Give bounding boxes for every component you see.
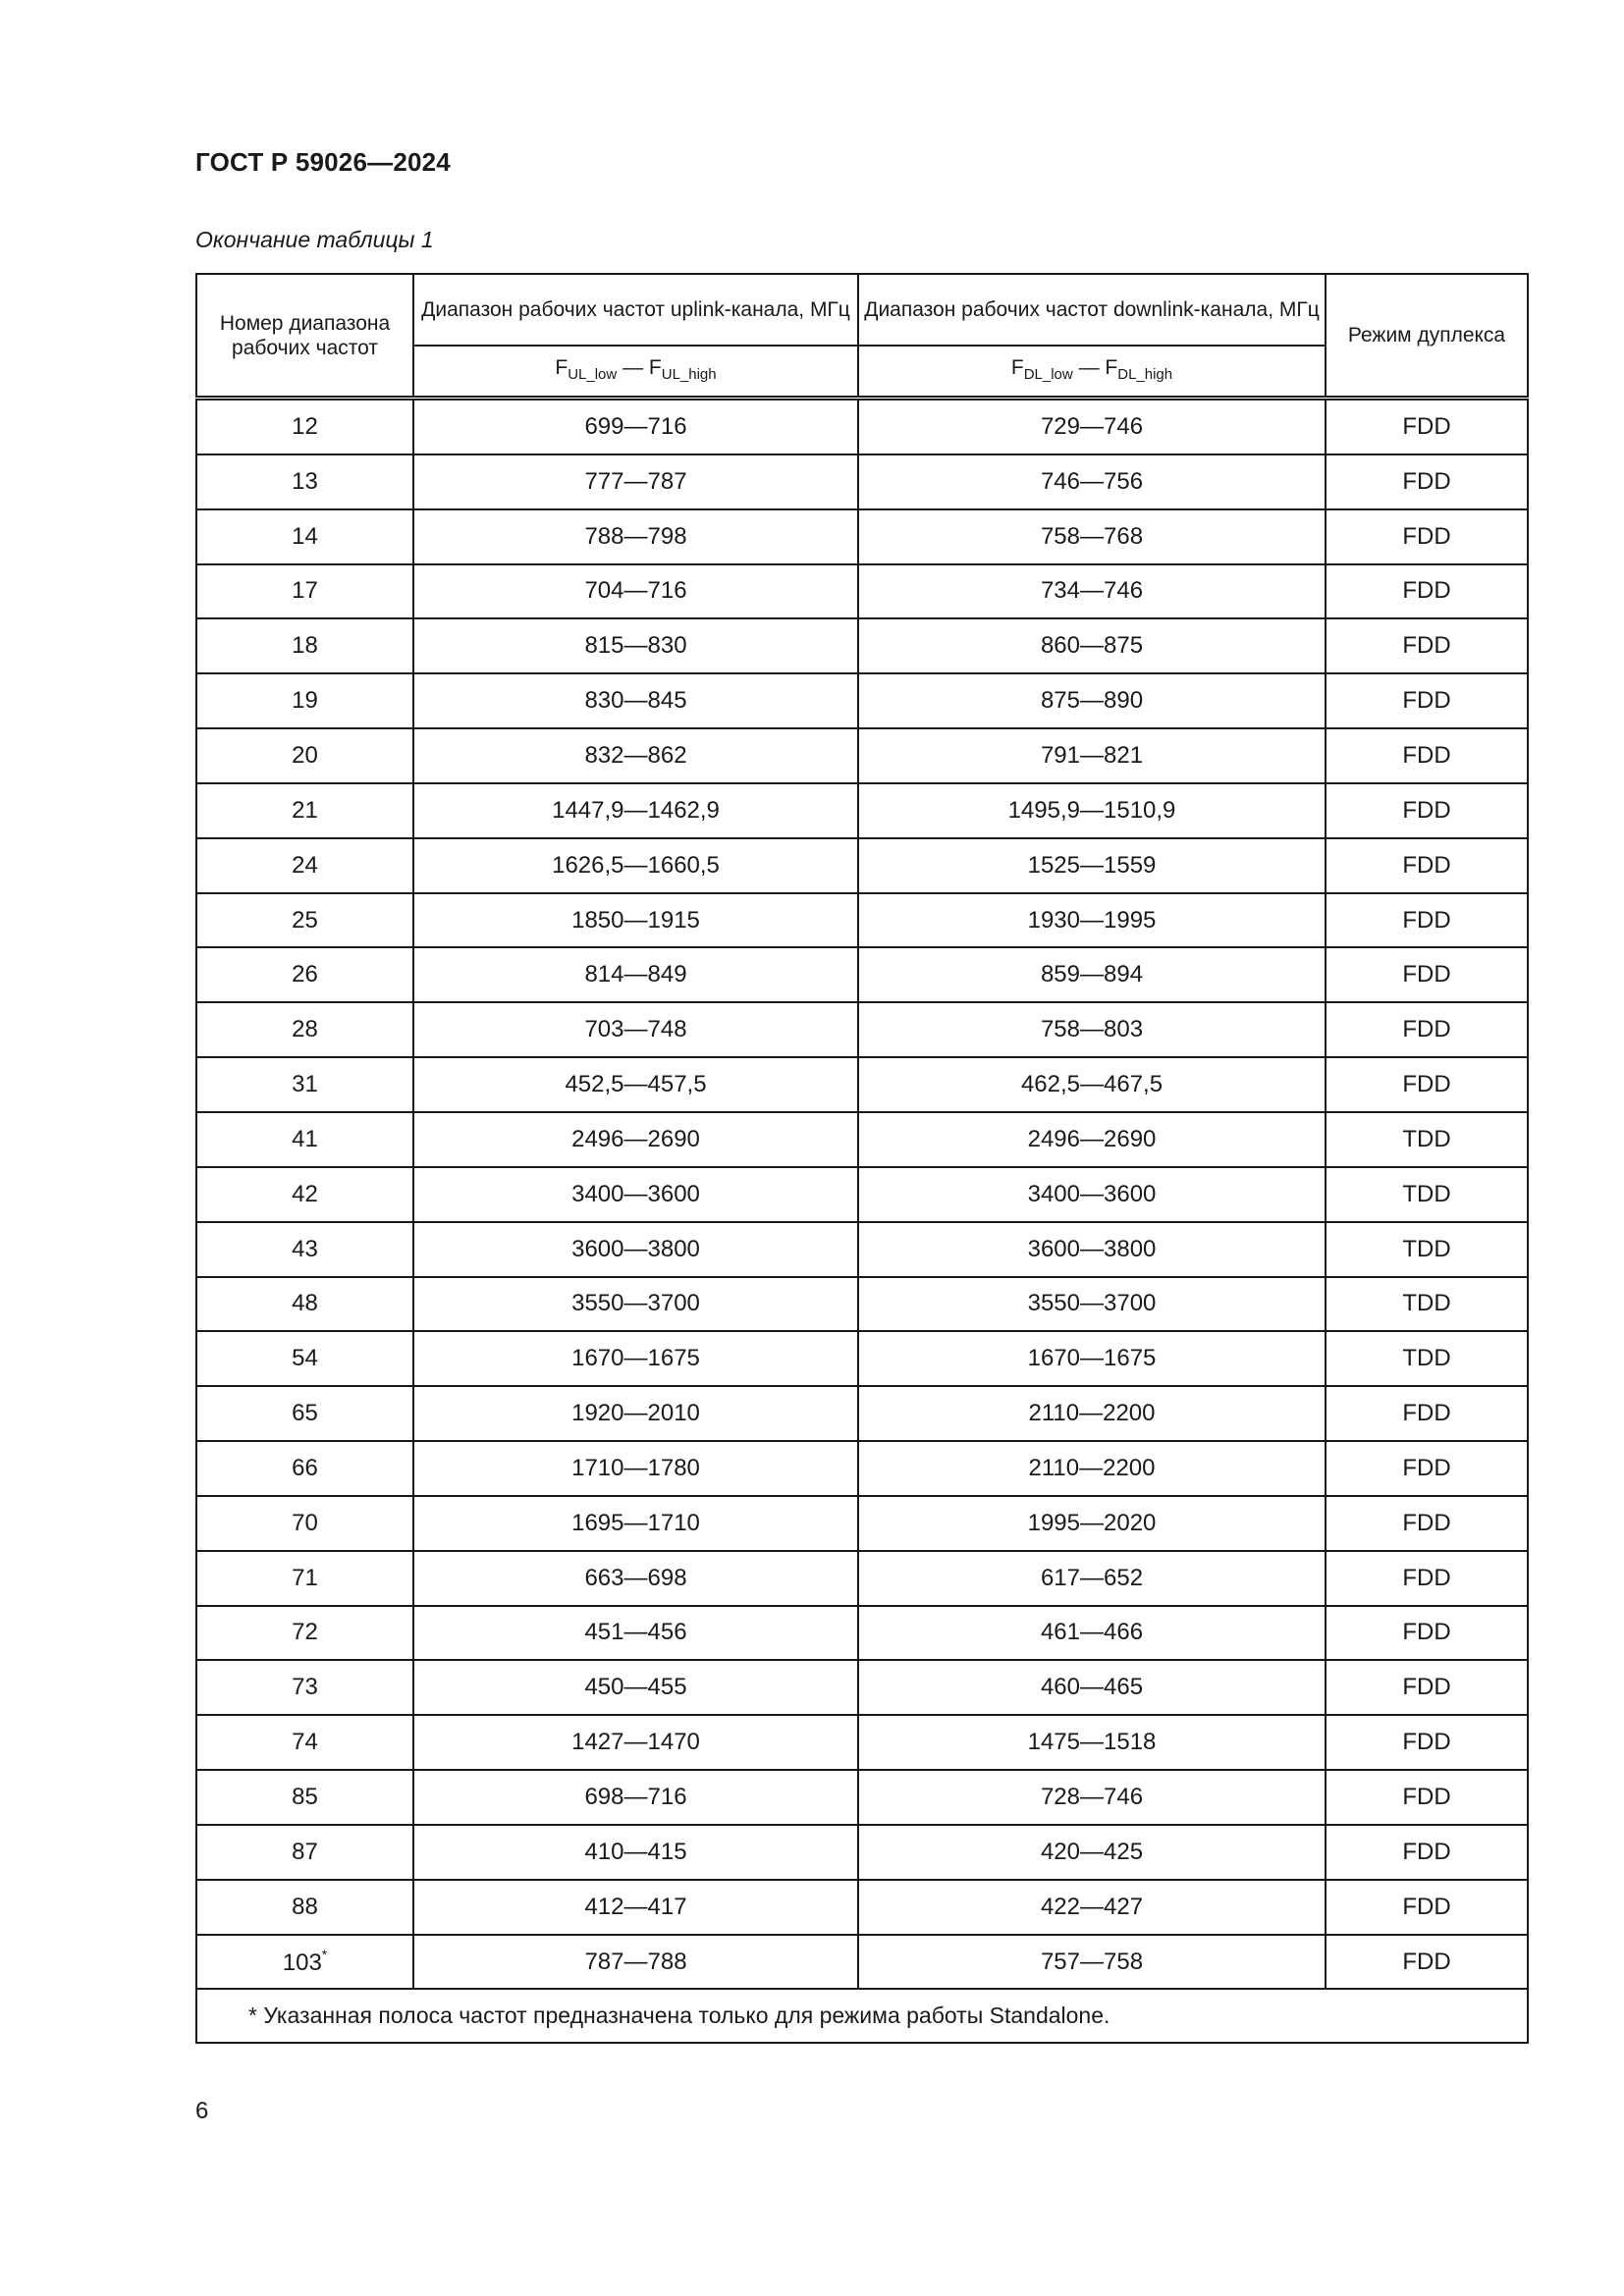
band-number-cell — [196, 1935, 413, 1990]
band-number: 70 — [292, 1509, 318, 1536]
table-row — [196, 1770, 1528, 1825]
band-number: 48 — [292, 1290, 318, 1317]
uplink-range-cell: 1447,9—1462,9 — [413, 783, 858, 838]
column-header-band: Номер диапазона рабочих частот — [196, 274, 413, 399]
formula-subscript: UL_high — [661, 366, 717, 383]
band-number-cell — [196, 1277, 413, 1332]
band-number: 88 — [292, 1893, 318, 1920]
duplex-mode-cell: TDD — [1326, 1167, 1528, 1222]
band-number: 31 — [292, 1071, 318, 1098]
page-number: 6 — [195, 2098, 209, 2124]
column-header-downlink: Диапазон рабочих частот downlink-канала, МГц — [858, 274, 1326, 346]
table-row — [196, 1167, 1528, 1222]
downlink-range-cell: 860—875 — [858, 618, 1326, 673]
downlink-range-cell: 859—894 — [858, 947, 1326, 1002]
band-number-cell — [196, 1441, 413, 1496]
band-number: 19 — [292, 687, 318, 715]
formula-dash: — — [1072, 356, 1106, 379]
band-number-cell — [196, 1331, 413, 1386]
downlink-range-cell: 3550—3700 — [858, 1277, 1326, 1332]
band-number-cell — [196, 947, 413, 1002]
band-number: 103 — [282, 1949, 322, 1977]
band-number-cell — [196, 1112, 413, 1167]
table-row — [196, 783, 1528, 838]
duplex-mode-cell: TDD — [1326, 1277, 1528, 1332]
uplink-range-cell: 451—456 — [413, 1606, 858, 1661]
formula-subscript: DL_low — [1023, 366, 1073, 383]
downlink-range-cell: 3400—3600 — [858, 1167, 1326, 1222]
duplex-mode-cell: FDD — [1326, 1715, 1528, 1770]
duplex-mode-cell: TDD — [1326, 1331, 1528, 1386]
duplex-mode-cell: FDD — [1326, 1002, 1528, 1057]
downlink-range-cell: 1495,9—1510,9 — [858, 783, 1326, 838]
downlink-range-cell: 2496—2690 — [858, 1112, 1326, 1167]
downlink-range-cell: 1930—1995 — [858, 893, 1326, 948]
uplink-range-cell: 704—716 — [413, 564, 858, 619]
table-row — [196, 1057, 1528, 1112]
formula-dash: — — [617, 356, 649, 379]
uplink-range-cell: 777—787 — [413, 454, 858, 509]
duplex-mode-cell: FDD — [1326, 1496, 1528, 1551]
duplex-mode-cell: FDD — [1326, 454, 1528, 509]
formula-subscript: UL_low — [568, 366, 618, 383]
band-number-cell — [196, 1660, 413, 1715]
duplex-mode-cell: FDD — [1326, 1880, 1528, 1935]
duplex-mode-cell: FDD — [1326, 947, 1528, 1002]
duplex-mode-cell: FDD — [1326, 1770, 1528, 1825]
duplex-mode-cell: FDD — [1326, 728, 1528, 783]
table-row — [196, 1496, 1528, 1551]
uplink-range-cell: 815—830 — [413, 618, 858, 673]
band-number-cell — [196, 1002, 413, 1057]
downlink-range-cell: 757—758 — [858, 1935, 1326, 1990]
band-number: 28 — [292, 1016, 318, 1043]
duplex-mode-cell: FDD — [1326, 1935, 1528, 1990]
uplink-range-cell: 1626,5—1660,5 — [413, 838, 858, 893]
duplex-mode-cell: FDD — [1326, 564, 1528, 619]
frequency-bands-table — [195, 273, 1529, 2044]
duplex-mode-cell: FDD — [1326, 509, 1528, 564]
duplex-mode-cell: FDD — [1326, 1606, 1528, 1661]
band-number-cell — [196, 399, 413, 454]
table-row — [196, 509, 1528, 564]
band-number-cell — [196, 1496, 413, 1551]
table-row — [196, 1880, 1528, 1935]
uplink-range-cell: 3600—3800 — [413, 1222, 858, 1277]
band-number-cell — [196, 564, 413, 619]
table-row — [196, 1551, 1528, 1606]
band-number: 66 — [292, 1454, 318, 1481]
downlink-range-cell: 617—652 — [858, 1551, 1326, 1606]
uplink-range-cell: 450—455 — [413, 1660, 858, 1715]
band-number: 73 — [292, 1674, 318, 1701]
band-number: 20 — [292, 741, 318, 769]
downlink-range-cell: 791—821 — [858, 728, 1326, 783]
downlink-range-cell: 758—768 — [858, 509, 1326, 564]
band-number: 71 — [292, 1564, 318, 1591]
table-row — [196, 1441, 1528, 1496]
duplex-mode-cell: FDD — [1326, 1386, 1528, 1441]
band-number: 72 — [292, 1619, 318, 1646]
downlink-range-cell: 729—746 — [858, 399, 1326, 454]
downlink-range-cell: 2110—2200 — [858, 1441, 1326, 1496]
band-number-cell — [196, 1770, 413, 1825]
uplink-range-cell: 698—716 — [413, 1770, 858, 1825]
band-number: 17 — [292, 577, 318, 605]
duplex-mode-cell: FDD — [1326, 1057, 1528, 1112]
uplink-range-cell: 1670—1675 — [413, 1331, 858, 1386]
band-number-cell — [196, 1222, 413, 1277]
duplex-mode-cell: FDD — [1326, 838, 1528, 893]
duplex-mode-cell: FDD — [1326, 673, 1528, 728]
uplink-range-cell: 699—716 — [413, 399, 858, 454]
band-number: 12 — [292, 412, 318, 440]
duplex-mode-cell: FDD — [1326, 1825, 1528, 1880]
table-row — [196, 399, 1528, 454]
uplink-range-cell: 1710—1780 — [413, 1441, 858, 1496]
uplink-range-cell: 3400—3600 — [413, 1167, 858, 1222]
duplex-mode-cell: TDD — [1326, 1112, 1528, 1167]
downlink-range-cell: 1475—1518 — [858, 1715, 1326, 1770]
formula-symbol: F — [648, 356, 662, 379]
table-row — [196, 1002, 1528, 1057]
downlink-range-cell: 461—466 — [858, 1606, 1326, 1661]
table-row — [196, 618, 1528, 673]
duplex-mode-cell: FDD — [1326, 783, 1528, 838]
band-number: 18 — [292, 632, 318, 660]
uplink-range-formula — [413, 346, 858, 399]
column-header-duplex: Режим дуплекса — [1326, 274, 1528, 399]
downlink-range-cell: 758—803 — [858, 1002, 1326, 1057]
formula-symbol: F — [1105, 356, 1118, 379]
uplink-range-cell: 663—698 — [413, 1551, 858, 1606]
table-footnote: * Указанная полоса частот предназначена только для режима работы Standalone. — [196, 1989, 1528, 2043]
band-number: 87 — [292, 1838, 318, 1865]
downlink-range-cell: 728—746 — [858, 1770, 1326, 1825]
table-row — [196, 564, 1528, 619]
table-caption: Окончание таблицы 1 — [195, 227, 434, 252]
downlink-range-cell: 2110—2200 — [858, 1386, 1326, 1441]
downlink-range-cell: 875—890 — [858, 673, 1326, 728]
downlink-range-cell: 1525—1559 — [858, 838, 1326, 893]
uplink-range-cell: 814—849 — [413, 947, 858, 1002]
band-number: 42 — [292, 1180, 318, 1207]
table-row — [196, 947, 1528, 1002]
band-number: 54 — [292, 1345, 318, 1372]
uplink-range-cell: 787—788 — [413, 1935, 858, 1990]
uplink-range-cell: 830—845 — [413, 673, 858, 728]
downlink-range-formula — [858, 346, 1326, 399]
uplink-range-cell: 3550—3700 — [413, 1277, 858, 1332]
formula-symbol: F — [1010, 356, 1024, 379]
downlink-range-cell: 462,5—467,5 — [858, 1057, 1326, 1112]
band-number-cell — [196, 1825, 413, 1880]
table-row — [196, 1277, 1528, 1332]
uplink-range-cell: 788—798 — [413, 509, 858, 564]
uplink-range-cell: 1850—1915 — [413, 893, 858, 948]
table-row — [196, 1935, 1528, 1990]
band-number: 24 — [292, 851, 318, 879]
table-row — [196, 728, 1528, 783]
table-row — [196, 1715, 1528, 1770]
band-number: 43 — [292, 1235, 318, 1262]
uplink-range-cell: 1920—2010 — [413, 1386, 858, 1441]
table-row — [196, 1331, 1528, 1386]
uplink-range-cell: 410—415 — [413, 1825, 858, 1880]
band-number-cell — [196, 783, 413, 838]
band-number-cell — [196, 728, 413, 783]
band-number-cell — [196, 509, 413, 564]
table-row — [196, 454, 1528, 509]
band-number: 13 — [292, 467, 318, 495]
band-number-cell — [196, 1167, 413, 1222]
duplex-mode-cell: FDD — [1326, 1441, 1528, 1496]
formula-symbol: F — [555, 356, 568, 379]
uplink-range-cell: 703—748 — [413, 1002, 858, 1057]
band-number: 74 — [292, 1729, 318, 1756]
band-number-cell — [196, 1715, 413, 1770]
band-number: 41 — [292, 1125, 318, 1152]
uplink-range-cell: 2496—2690 — [413, 1112, 858, 1167]
downlink-range-cell: 1995—2020 — [858, 1496, 1326, 1551]
downlink-range-cell: 460—465 — [858, 1660, 1326, 1715]
band-number: 65 — [292, 1400, 318, 1427]
band-number-cell — [196, 1057, 413, 1112]
table-footnote-row — [196, 1989, 1528, 2043]
band-number-cell — [196, 1551, 413, 1606]
table-row — [196, 893, 1528, 948]
band-number-cell — [196, 454, 413, 509]
band-number: 26 — [292, 961, 318, 988]
band-number-cell — [196, 1606, 413, 1661]
table-row — [196, 1112, 1528, 1167]
uplink-range-cell: 1427—1470 — [413, 1715, 858, 1770]
downlink-range-cell: 746—756 — [858, 454, 1326, 509]
downlink-range-cell: 422—427 — [858, 1880, 1326, 1935]
column-header-uplink: Диапазон рабочих частот uplink-канала, МГц — [413, 274, 858, 346]
band-number-cell — [196, 838, 413, 893]
band-number-cell — [196, 1386, 413, 1441]
downlink-range-cell: 420—425 — [858, 1825, 1326, 1880]
table-row — [196, 1606, 1528, 1661]
table-row — [196, 1660, 1528, 1715]
band-number: 25 — [292, 906, 318, 934]
band-number-cell — [196, 673, 413, 728]
band-number-cell — [196, 618, 413, 673]
uplink-range-cell: 1695—1710 — [413, 1496, 858, 1551]
table-row — [196, 1222, 1528, 1277]
table-row — [196, 673, 1528, 728]
formula-subscript: DL_high — [1117, 366, 1173, 383]
duplex-mode-cell: FDD — [1326, 1660, 1528, 1715]
duplex-mode-cell: FDD — [1326, 893, 1528, 948]
band-number-cell — [196, 893, 413, 948]
table-row — [196, 1825, 1528, 1880]
footnote-marker: * — [321, 1947, 328, 1963]
uplink-range-cell: 412—417 — [413, 1880, 858, 1935]
band-number: 85 — [292, 1784, 318, 1811]
band-number-cell — [196, 1880, 413, 1935]
band-number: 14 — [292, 522, 318, 550]
duplex-mode-cell: FDD — [1326, 1551, 1528, 1606]
uplink-range-cell: 452,5—457,5 — [413, 1057, 858, 1112]
duplex-mode-cell: FDD — [1326, 399, 1528, 454]
downlink-range-cell: 734—746 — [858, 564, 1326, 619]
downlink-range-cell: 3600—3800 — [858, 1222, 1326, 1277]
uplink-range-cell: 832—862 — [413, 728, 858, 783]
document-header: ГОСТ Р 59026—2024 — [195, 147, 451, 177]
table-row — [196, 838, 1528, 893]
table-row — [196, 1386, 1528, 1441]
band-number: 21 — [292, 796, 318, 824]
duplex-mode-cell: TDD — [1326, 1222, 1528, 1277]
duplex-mode-cell: FDD — [1326, 618, 1528, 673]
downlink-range-cell: 1670—1675 — [858, 1331, 1326, 1386]
